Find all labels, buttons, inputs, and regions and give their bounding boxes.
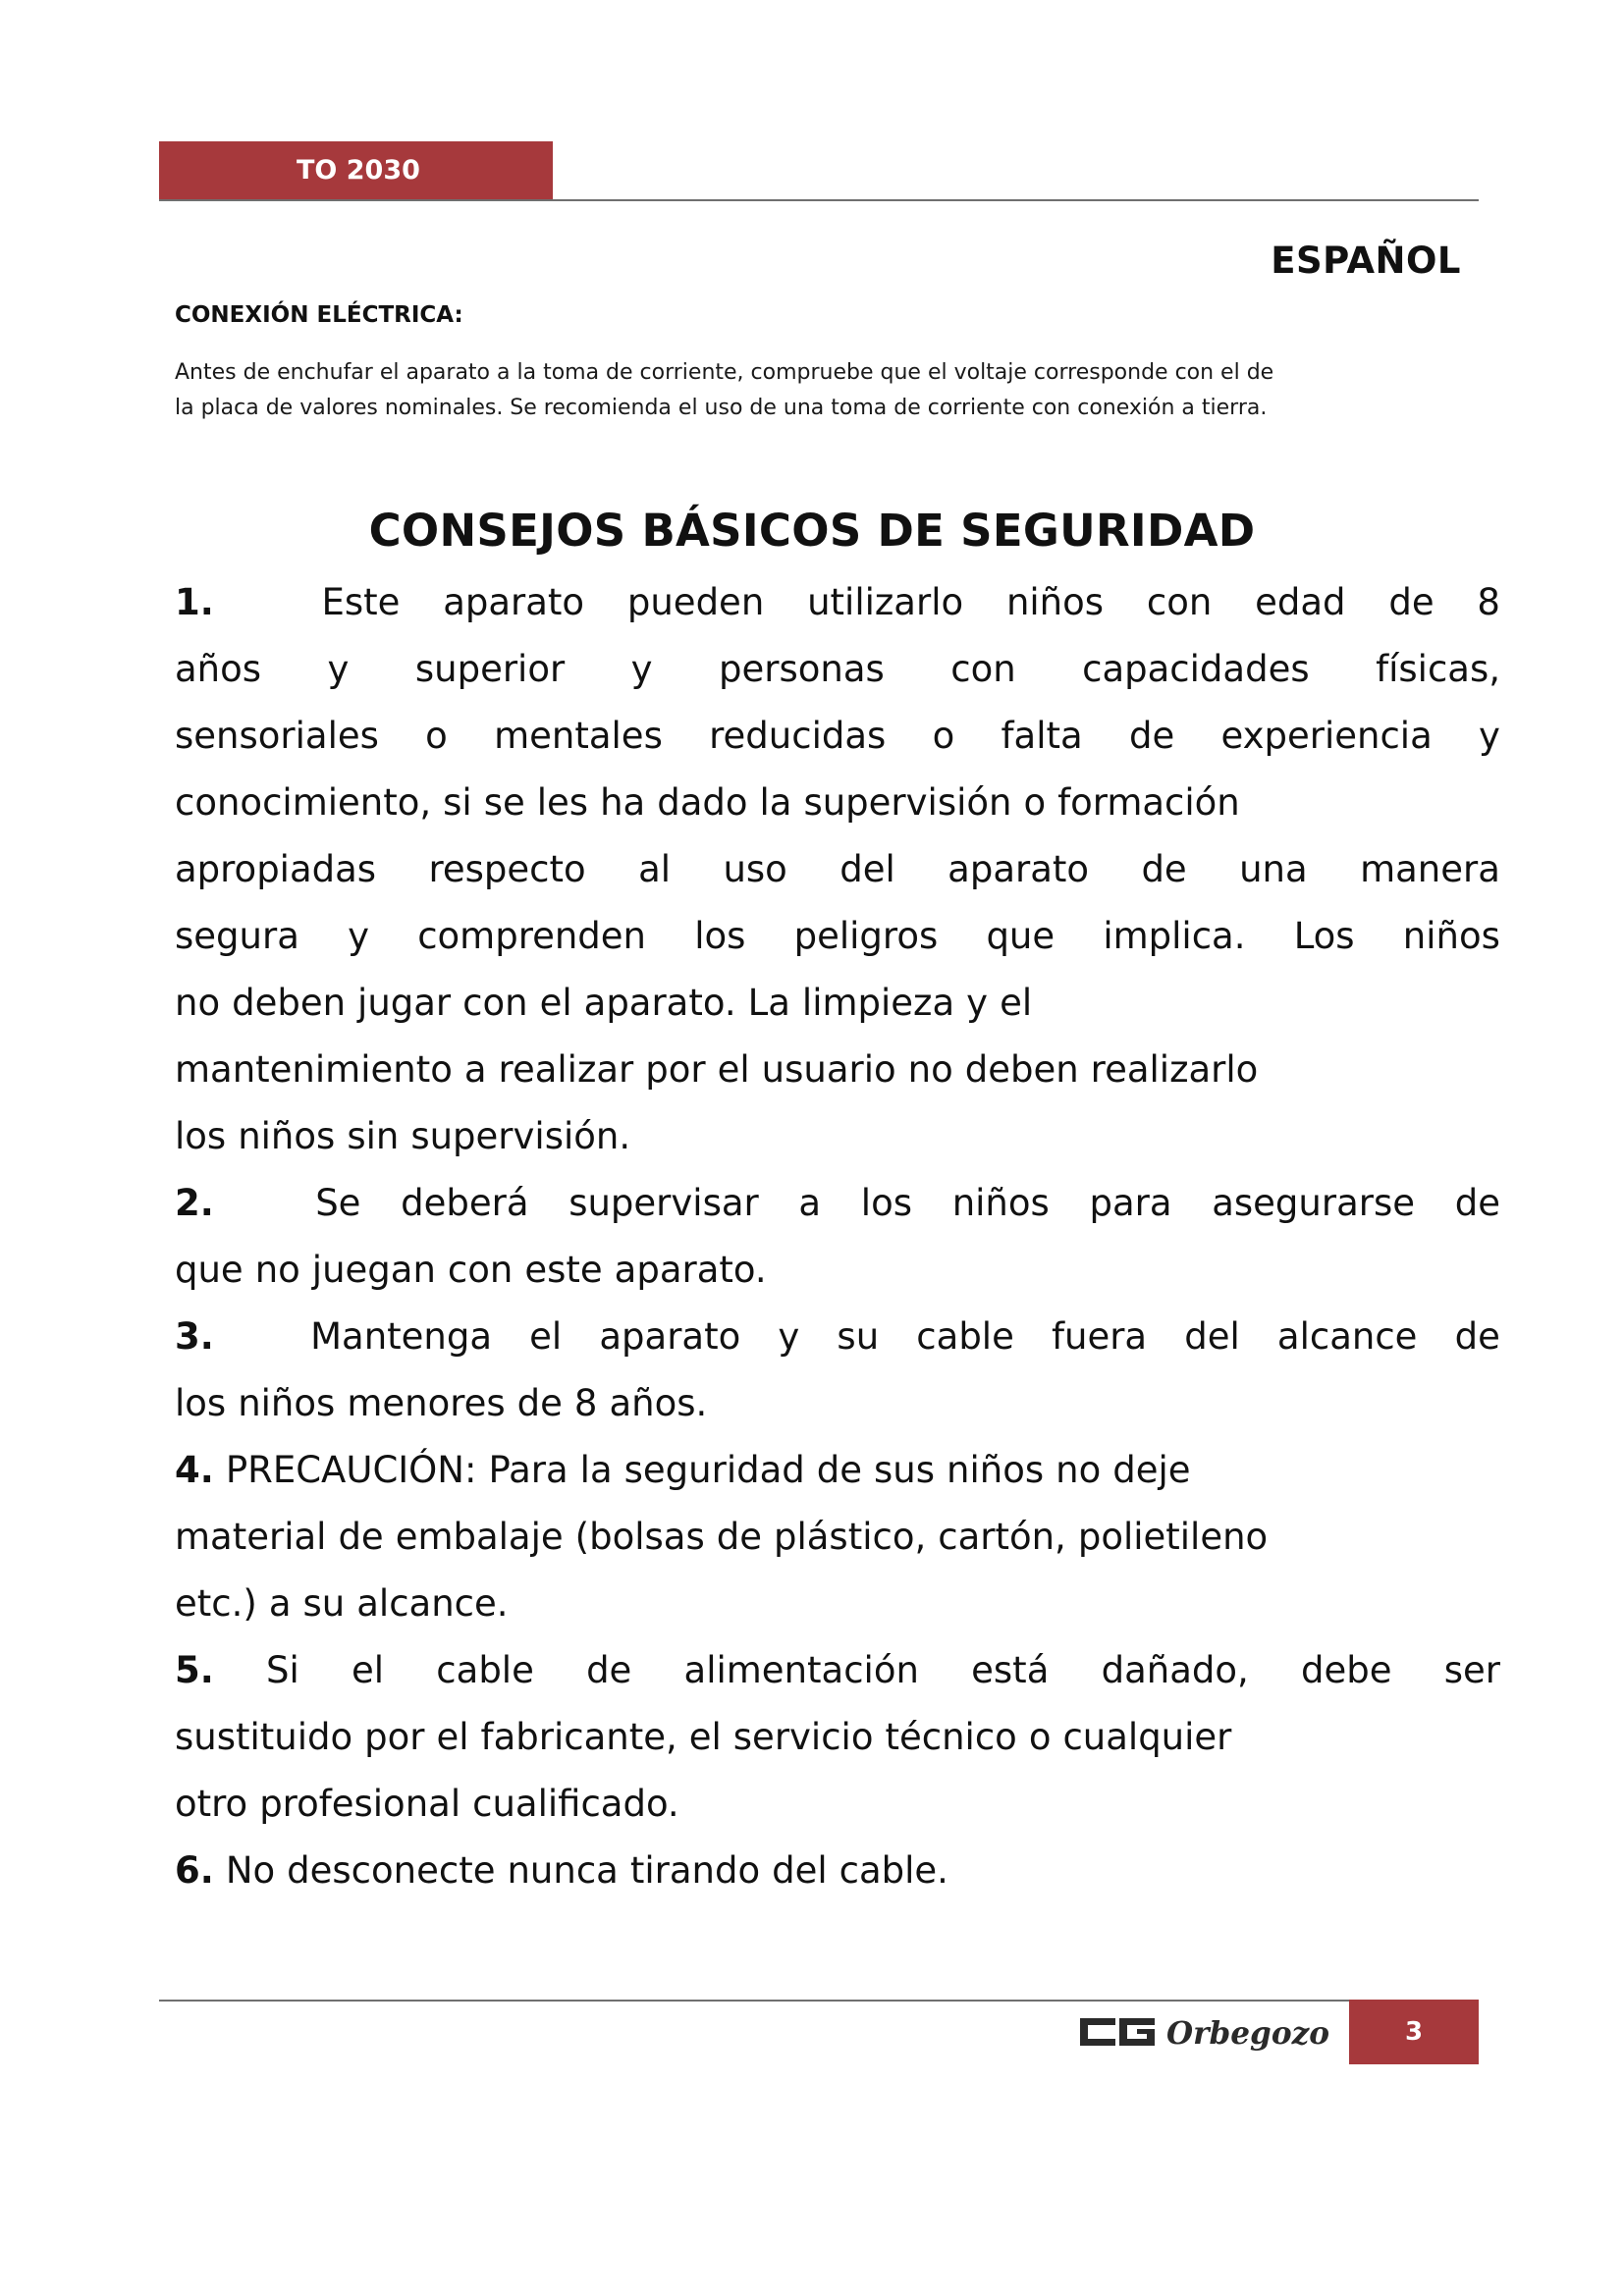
connection-heading: CONEXIÓN ELÉCTRICA: <box>175 302 463 328</box>
safety-item-line: 5. Si el cable de alimentación está dañado, debe ser <box>175 1637 1500 1704</box>
cg-logo-icon <box>1080 2018 1155 2046</box>
safety-item-line: mantenimiento a realizar por el usuario no deben realizarlo <box>175 1048 1259 1091</box>
page-number-tab <box>1349 2000 1479 2064</box>
item-number: 5. <box>175 1649 214 1691</box>
model-tab <box>159 141 553 200</box>
safety-item-line: que no juegan con este aparato. <box>175 1249 767 1291</box>
safety-item-line: apropiadas respecto al uso del aparato de una manera <box>175 848 1500 890</box>
safety-item-line: no deben jugar con el aparato. La limpieza y el <box>175 982 1033 1024</box>
footer-divider <box>159 2000 1479 2002</box>
safety-item-line: material de embalaje (bolsas de plástico, cartón, polietileno <box>175 1516 1269 1558</box>
safety-item-line: 1. Este aparato pueden utilizarlo niños con edad de 8 <box>175 569 1500 636</box>
brand-name: Orbegozo <box>1166 2014 1329 2052</box>
safety-item-line: sustituido por el fabricante, el servicio técnico o cualquier <box>175 1716 1232 1758</box>
connection-line: Antes de enchufar el aparato a la toma de corriente, compruebe que el voltaje corresponde con el de <box>175 360 1274 385</box>
safety-title: CONSEJOS BÁSICOS DE SEGURIDAD <box>368 505 1256 557</box>
item-number: 6. <box>175 1849 214 1892</box>
item-number: 2. <box>175 1182 214 1224</box>
safety-item-line: otro profesional cualificado. <box>175 1783 679 1825</box>
connection-paragraph <box>175 355 1441 426</box>
safety-item-line: los niños menores de 8 años. <box>175 1382 708 1424</box>
item-number: 4. <box>175 1449 214 1491</box>
safety-item-line: los niños sin supervisión. <box>175 1115 631 1157</box>
safety-item-line: segura y comprenden los peligros que implica. Los niños <box>175 915 1500 957</box>
header-divider <box>159 199 1479 201</box>
model-label: TO 2030 <box>297 155 420 186</box>
safety-item-line: 3. Mantenga el aparato y su cable fuera del alcance de <box>175 1304 1500 1370</box>
safety-list <box>175 569 1500 1904</box>
safety-item-line: sensoriales o mentales reducidas o falta de experiencia y <box>175 715 1500 757</box>
safety-item-line: 6. No desconecte nunca tirando del cable. <box>175 1838 1500 1904</box>
language-label: ESPAÑOL <box>1271 240 1461 282</box>
safety-item-line: años y superior y personas con capacidades físicas, <box>175 648 1500 690</box>
safety-item-line: 4. PRECAUCIÓN: Para la seguridad de sus niños no deje <box>175 1437 1500 1504</box>
safety-item-line: 2. Se deberá supervisar a los niños para asegurarse de <box>175 1170 1500 1237</box>
safety-item-line: conocimiento, si se les ha dado la supervisión o formación <box>175 781 1240 824</box>
item-number: 3. <box>175 1315 214 1358</box>
brand-logo <box>1076 2010 1333 2054</box>
page-number: 3 <box>1404 2017 1424 2047</box>
item-number: 1. <box>175 581 214 623</box>
connection-line: la placa de valores nominales. Se recomienda el uso de una toma de corriente con conexión a tierra. <box>175 396 1268 420</box>
safety-item-line: etc.) a su alcance. <box>175 1582 509 1625</box>
